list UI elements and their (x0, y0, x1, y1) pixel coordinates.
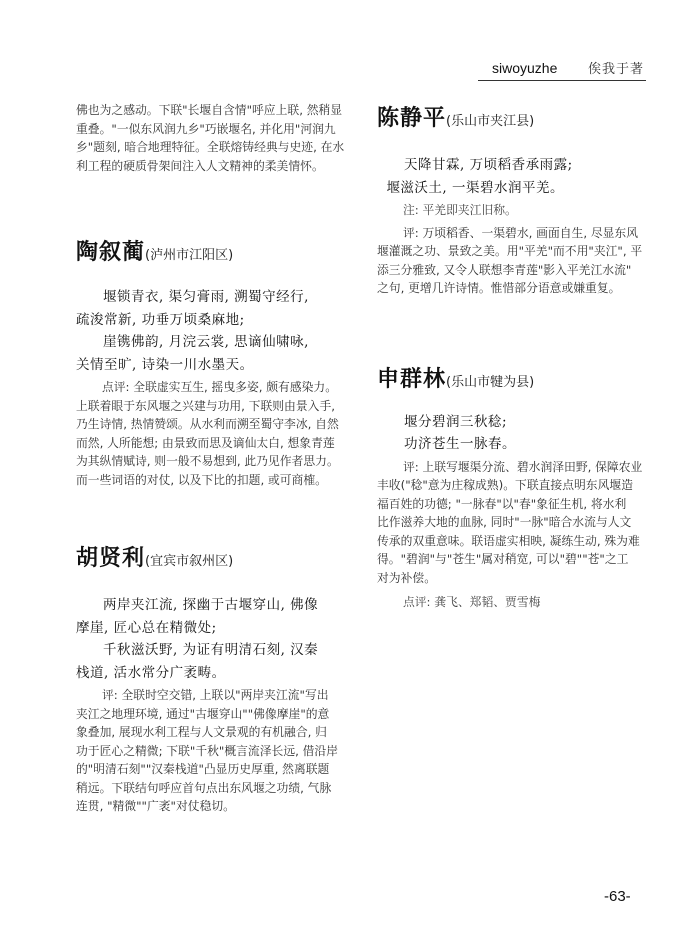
entry-heading (377, 362, 649, 393)
comment (377, 224, 649, 298)
comment-line: 象叠加, 展现水利工程与人文景观的有机融合, 归 (76, 725, 327, 739)
comment-line: 功于匠心之精微; 下联"千秋"概言流泽长远, 借沿岸 (76, 743, 339, 758)
left-column (76, 101, 348, 816)
author-name: 胡贤利 (76, 546, 146, 571)
entry-tao-xulin (76, 235, 348, 489)
author-place: (乐山市夹江县) (446, 114, 535, 129)
comment-line: 丰收("稔"意为庄稼成熟)。下联直接点明东风堰造 (377, 478, 633, 492)
comment (76, 686, 348, 816)
reviewers-credit: 点评: 龚飞、郑韬、贾雪梅 (402, 595, 541, 609)
couplet-line: 关情至旷, 诗染一川水墨天。 (76, 356, 254, 373)
couplet-line: 摩崖, 匠心总在精微处; (76, 619, 217, 636)
comment-line: 比作滋养大地的血脉, 同时"一脉"暗合水流与人文 (377, 515, 632, 529)
annotation-note: 注: 平羌即夹江旧称。 (402, 203, 517, 217)
author-name: 陶叙蔺 (76, 240, 146, 265)
comment-line: 得。"碧润"与"苍生"属对稍宽, 可以"碧""苍"之工 (377, 552, 629, 566)
comment-line: 福百姓的功德; "一脉春"以"春"象征生机, 将水利 (377, 496, 627, 511)
comment-line: 堰灌溉之功、景致之美。用"平羌"而不用"夹江", 平 (377, 244, 643, 258)
author-name: 陈静平 (377, 106, 447, 131)
couplet (377, 411, 649, 456)
comment-line: 添三分雅致, 又令人联想李青莲"影入平羌江水流" (377, 262, 632, 277)
page-number: -63- (604, 888, 631, 905)
couplet-line: 栈道, 活水常分广袤畴。 (76, 664, 226, 681)
couplet-line: 疏浚常新, 功垂万顷桑麻地; (76, 311, 245, 328)
entry-heading (76, 541, 348, 572)
couplet (76, 594, 348, 684)
couplet-line: 堰滋沃土, 一渠碧水润平羌。 (386, 179, 565, 196)
entry-hu-xianli (76, 541, 348, 816)
header-site-name: siwoyuzhe (492, 60, 558, 76)
comment (377, 458, 649, 588)
comment (76, 378, 348, 489)
intro-line: 利工程的硬质骨架间注入人文精神的柔美情怀。 (76, 158, 324, 173)
couplet-line: 崖镌佛韵, 月浣云裳, 思谪仙啸咏, (103, 334, 309, 350)
comment-line: 夹江之地理环境, 通过"古堰穿山""佛像摩崖"的意 (76, 706, 330, 721)
comment-line: 点评: 全联虚实互生, 摇曳多姿, 颇有感染力。 (101, 380, 338, 394)
intro-line: 佛也为之感动。下联"长堰自含情"呼应上联, 然稍显 (76, 103, 343, 117)
comment-line: 评: 上联写堰渠分流、碧水润泽田野, 保障农业 (402, 459, 643, 474)
author-place: (泸州市江阳区) (145, 248, 234, 263)
couplet (377, 154, 649, 199)
author-place: (宜宾市叙州区) (145, 554, 234, 569)
comment-line: 评: 全联时空交错, 上联以"两岸夹江流"写出 (101, 688, 329, 702)
right-column (377, 101, 649, 612)
couplet-line: 功济苍生一脉春。 (404, 436, 516, 452)
couplet-line: 两岸夹江流, 探幽于古堰穿山, 佛像 (103, 597, 319, 613)
comment-line: 为其纵情赋诗, 则一般不易想到, 此乃见作者思力。 (76, 454, 339, 468)
couplet (76, 286, 348, 376)
author-place: (乐山市犍为县) (446, 374, 535, 390)
comment-line: 评: 万顷稻香、一渠碧水, 画面自生, 尽显东风 (402, 225, 639, 240)
header-rule (478, 80, 646, 81)
comment-line: 而然, 人所能想; 由景致而思及谪仙太白, 想象青莲 (76, 435, 335, 450)
comment-line: 连贯, "精微""广袤"对仗稳切。 (76, 799, 235, 813)
comment-line: 而一些词语的对仗, 以及下比的扣题, 或可商榷。 (76, 472, 327, 487)
intro-line: 乡"题刻, 暗合地理特征。全联熔铸经典与史迹, 在水 (76, 140, 345, 154)
entry-heading (76, 235, 348, 266)
comment-line: 上联着眼于东风堰之兴建与功用, 下联则由景入手, (76, 398, 335, 413)
author-name: 申群林 (377, 366, 447, 392)
comment-line: 的"明清石刻""汉秦栈道"凸显历史厚重, 然离联题 (76, 762, 330, 776)
couplet-line: 天降甘霖, 万顷稻香承雨露; (404, 157, 573, 173)
couplet-line: 千秋滋沃野, 为证有明清石刻, 汉秦 (103, 642, 319, 658)
couplet-line: 堰分碧润三秋稔; (404, 413, 508, 430)
entry-heading (377, 101, 649, 132)
header-author: 俟我于著 (588, 62, 645, 77)
comment-line: 之句, 更增几许诗情。惟惜部分语意或嫌重复。 (377, 281, 621, 295)
intro-paragraph (76, 101, 348, 175)
couplet-line: 堰锁青衣, 渠匀膏雨, 溯蜀守经行, (103, 289, 309, 305)
comment-line: 稍远。下联结句呼应首句点出东风堰之功绩, 气脉 (76, 780, 332, 795)
comment-line: 乃生诗情, 热情赞颂。从水利而溯至蜀守李冰, 自然 (76, 417, 339, 431)
entry-chen-jingping (377, 101, 649, 298)
intro-line: 重叠。"一似东风润九乡"巧嵌堰名, 并化用"河润九 (76, 121, 336, 136)
comment-line: 传承的双重意味。联语虚实相映, 凝练生动, 殊为难 (377, 533, 640, 548)
entry-shen-qunlin (377, 362, 649, 612)
comment-line: 对为补偿。 (377, 570, 436, 585)
